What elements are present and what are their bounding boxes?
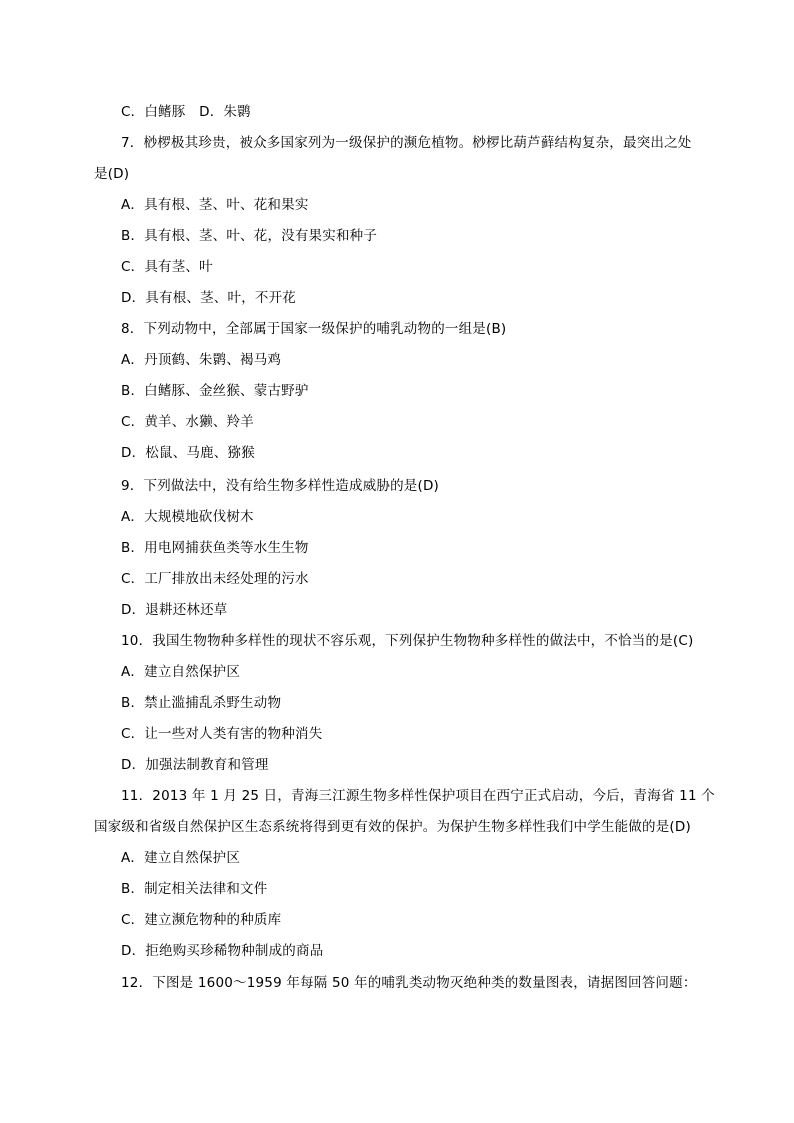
- q8-option-d: D．松鼠、马鹿、猕猴: [121, 445, 255, 461]
- q7-stem-continued: 是(D): [94, 166, 130, 182]
- q11-stem: 11．2013 年 1 月 25 日，青海三江源生物多样性保护项目在西宁正式启动，今后，青海省 11 个: [121, 788, 715, 804]
- q9-option-a: A．大规模地砍伐树木: [121, 509, 254, 525]
- q9-option-d: D．退耕还林还草: [121, 602, 228, 618]
- q9-option-b: B．用电网捕获鱼类等水生生物: [121, 540, 309, 556]
- q11-option-b: B．制定相关法律和文件: [121, 881, 268, 897]
- q7-option-c: C．具有茎、叶: [121, 259, 213, 275]
- q7-stem: 7．桫椤极其珍贵，被众多国家列为一级保护的濒危植物。桫椤比葫芦藓结构复杂，最突出之处: [121, 135, 692, 151]
- q6-option-c-d: C．白鳍豚 D．朱鹮: [121, 104, 251, 120]
- q7-option-a: A．具有根、茎、叶、花和果实: [121, 197, 309, 213]
- q12-stem: 12．下图是 1600～1959 年每隔 50 年的哺乳类动物灭绝种类的数量图表，请据图回答问题：: [121, 975, 697, 991]
- q8-stem: 8．下列动物中，全部属于国家一级保护的哺乳动物的一组是(B): [121, 321, 507, 337]
- q11-option-d: D．拒绝购买珍稀物种制成的商品: [121, 943, 324, 959]
- q10-option-b: B．禁止滥捕乱杀野生动物: [121, 695, 282, 711]
- q8-option-a: A．丹顶鹤、朱鹮、褐马鸡: [121, 352, 282, 368]
- q8-option-c: C．黄羊、水獭、羚羊: [121, 414, 254, 430]
- q10-option-c: C．让一些对人类有害的物种消失: [121, 726, 323, 742]
- q9-option-c: C．工厂排放出未经处理的污水: [121, 571, 309, 587]
- q11-option-c: C．建立濒危物种的种质库: [121, 912, 282, 928]
- q7-option-d: D．具有根、茎、叶，不开花: [121, 290, 296, 306]
- q8-option-b: B．白鳍豚、金丝猴、蒙古野驴: [121, 383, 309, 399]
- q11-option-a: A．建立自然保护区: [121, 850, 241, 866]
- q10-option-a: A．建立自然保护区: [121, 664, 241, 680]
- q9-stem: 9．下列做法中，没有给生物多样性造成威胁的是(D): [121, 478, 440, 494]
- q10-option-d: D．加强法制教育和管理: [121, 757, 269, 773]
- q7-option-b: B．具有根、茎、叶、花，没有果实和种子: [121, 228, 378, 244]
- q10-stem: 10．我国生物物种多样性的现状不容乐观，下列保护生物物种多样性的做法中，不恰当的是(C): [121, 633, 694, 649]
- q11-stem-continued: 国家级和省级自然保护区生态系统将得到更有效的保护。为保护生物多样性我们中学生能做的是(D): [94, 819, 691, 835]
